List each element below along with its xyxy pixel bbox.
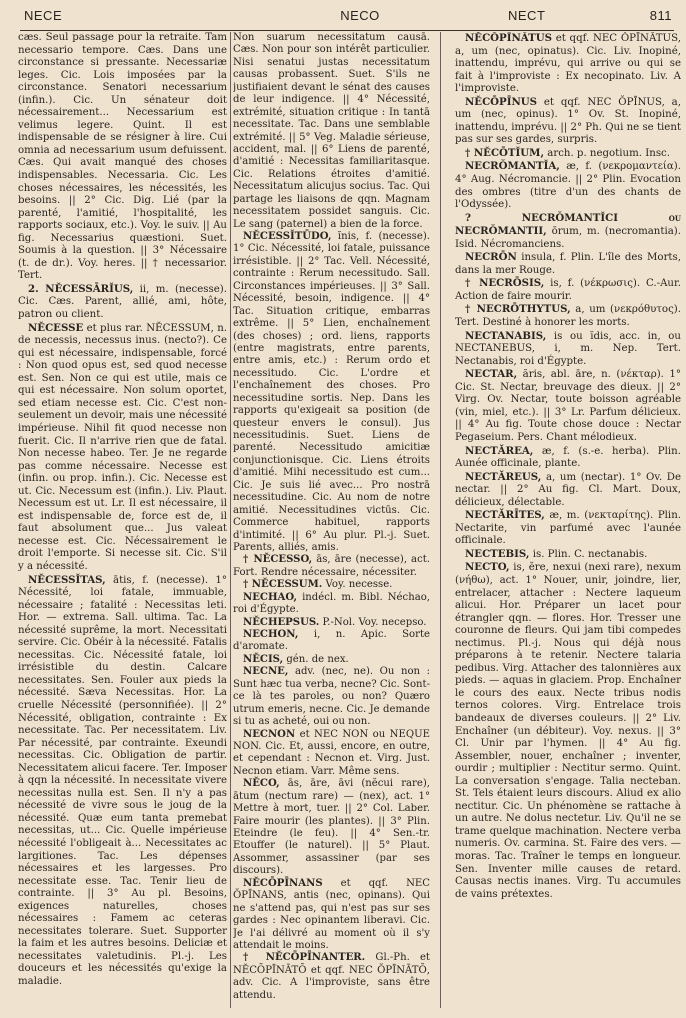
dictionary-entry (18, 283, 227, 322)
dictionary-entry (455, 368, 681, 444)
dictionary-entry (233, 878, 430, 953)
entry-headword: NĔCŌPĪNANS (243, 877, 323, 889)
entry-headword: NECHON, (243, 629, 299, 640)
entry-definition: ăris, abl. āre, n. (νέκταρ). 1° Cic. St. Nectar, breuvage des dieux. || 2° Virg. Ov. Nectar, toute boisson agréable (vin, miel, etc.). || 3° Lr. Parfum délicieux. || 4° Au fig. Toute chose douce : Nectar Pegaseium. Pers. Chant mélodieux. (455, 369, 681, 443)
entry-definition: ōrum, m. (necromantia). Isid. Nécromanciens. (455, 226, 681, 250)
entry-headword: NECTĂREA, (465, 444, 534, 457)
entry-headword: NĔCESSĬTAS, (28, 573, 106, 586)
entry-definition: et qqf. NEC ŎPĪNUS, a, um (nec, opinus). 1° Ov. St. Inopiné, inattendu, imprévu. || 2° Ph. Qui ne se tient pas sur ses gardes, surpris. (455, 96, 681, 146)
entry-headword: NECRŌN (465, 251, 517, 264)
dictionary-entry (18, 32, 227, 283)
dictionary-entry (233, 629, 430, 654)
dictionary-entry (233, 231, 430, 554)
entry-definition: gén. de nex. (286, 653, 349, 665)
entry-definition: ātis, f. (necesse). 1° Nécessité, loi fatale, immuable, nécessaire ; fatalité : Necessitas leti. Hor. — extrema. Sall. ultima. Tac. La nécessité suprême, la mort. Necessitati servire. Cic. Obéir à la nécessité. Fatalis necessitas. Cic. Nécessité fatale, loi irrésistible du destin. Calcare necessitates. Sen. Fouler aux pieds la nécessité. Sæva Necessitas. Hor. La cruelle Nécessité (personnifiée). || 2° Nécessité, obligation, contrainte : Ex necessitate. Tac. Per necessitatem. Liv. Par nécessité, par contrainte. Exeundi necessitas. Cic. Obligation de partir. Necessitatem alicui facere. Ter. Imposer à qqn la nécessité. In necessitate vivere necessitas nulla est. Sen. Il n'y a pas nécessité de vivre sous le joug de la nécessité. Quæ eum tanta premebat necessitas, ut... Cic. Quelle impérieuse nécessité l'obligeait à... Necessitates ac largitiones. Tac. Les dépenses nécessaires et les largesses. Pro necessitate esse. Tac. Tenir lieu de contrainte. || 3° Au pl. Besoins, exigences naturelles, choses nécessaires : Famem ac ceteras necessitates tolerare. Suet. Supporter la faim et les autres besoins. Deliciæ et necessitates valetudinis. Pl.-j. Les douceurs et les nécessités qu'exige la maladie. (18, 574, 227, 988)
dictionary-entry (18, 322, 227, 574)
entry-headword: NECTAR, (465, 368, 518, 381)
entry-definition: indécl. m. Bibl. Néchao, roi d'Égypte. (233, 591, 430, 616)
entry-headword: † NECRŌTHYTUS, (465, 303, 571, 316)
entry-headword: NECNON (243, 728, 296, 740)
dictionary-entry (455, 445, 681, 471)
entry-headword: ? NECRŎMANTĬCI ou NECRŎMANTII, (455, 211, 681, 238)
entry-definition: et qqf. NEC ŎPĪNANS, antis (nec, opinans). Qui ne s'attend pas, qui n'est pas sur ses gardes : Nec opinantem liberavi. Cic. Je l'ai délivré au moment où il s'y attendait le moins. (233, 877, 430, 951)
dictionary-entry (455, 277, 681, 303)
entry-headword: † NĔCESSO, (243, 554, 313, 566)
dictionary-entry (455, 251, 681, 277)
dictionary-entry (455, 212, 681, 252)
entry-definition: arch. p. negotium. Insc. (547, 147, 670, 159)
column-divider-2 (440, 32, 441, 1008)
entry-definition: ās, āre, āvi (nĕcui rare), ātum (nectum rare) — (nex), act. 1° Mettre à mort, tuer. || 2° Col. Laber. Faire mourir (les plantes). || 3° Plin. Eteindre (le feu). || 4° Sen.-tr. Etouffer (le naturel). || 5° Plaut. Assommer, assassiner (par ses discours). (233, 778, 430, 877)
entry-headword: NĔCIS, (243, 653, 284, 665)
entry-definition: ĭnis, f. (necesse). 1° Cic. Nécessité, loi fatale, puissance irrésistible. || 2° Tac. Vell. Nécessité, contrainte : Rerum necessitudo. Sall. Circonstances impérieuses. || 3° Sall. Nécessité, besoin, indigence. || 4° Tac. Situation critique, embarras extrême. || 5° Lien, enchaînement (des choses) ; ord. liens, rapports (entre magistrats, entre parents, entre amis, etc.) : Rerum ordo et necessitudo. Cic. L'ordre et l'enchaînement des choses. Pro necessitudine sortis. Nep. Dans les rapports qu'exigeait sa position (de questeur envers le consul). Jus necessitudinis. Suet. Liens de parenté. Necessitudo amicitiæ conjunctionisque. Cic. Liens étroits d'amitié. Mihi necessitudo est cum... Cic. Je suis lié avec... Pro nostrā necessitudine. Cic. Au nom de notre amitié. Necessitudines victūs. Cic. Commerce habituel, rapports d'intimité. || 6° Au plur. Pl.-j. Suet. Parents, alliés, amis. (233, 231, 430, 553)
entry-headword: NĔCESSE (28, 321, 84, 334)
entry-definition: æ, f. (s.-e. herba). Plin. Aunée officinale, plante. (455, 445, 681, 470)
entry-definition: is, f. (νέκρωσις). C.-Aur. Action de faire mourir. (455, 278, 681, 302)
entry-headword: NECTEBIS, (465, 547, 530, 560)
dictionary-entry (233, 778, 430, 878)
entry-definition: ii, m. (necesse). Cic. Cæs. Parent, allié, ami, hôte, patron ou client. (18, 283, 227, 321)
dictionary-entry (455, 548, 681, 562)
dictionary-entry (455, 330, 681, 369)
entry-definition: is. Plin. C. nectanabis. (532, 548, 648, 560)
entry-definition: Gl.-Ph. et NĔCŌPĪNĀTŌ et qqf. NEC ŎPĪNĀTŌ, adv. Cic. A l'improviste, sans être attendu. (233, 952, 430, 1001)
entry-definition: P.-Nol. Voy. necepso. (322, 616, 427, 628)
dictionary-entry (455, 32, 681, 96)
entry-definition: a, um (nectar). 1° Ov. De nectar. || 2° Au fig. Cl. Mart. Doux, délicieux, délectable. (455, 471, 681, 508)
entry-definition: a, um (νεκρόθυτος). Tert. Destiné à honorer les morts. (455, 304, 681, 329)
dictionary-entry (233, 554, 430, 579)
entry-headword: NECHAO, (243, 591, 298, 603)
dictionary-entry (455, 471, 681, 510)
entry-definition: is, ĕre, nexui (nexi rare), nexum (νήθω), act. 1° Nouer, unir, joindre, lier, entrelacer, attacher : Nectere laqueum alicui. Hor. Préparer un lacet pour étrangler qqn. — flores. Hor. Tresser une couronne de fleurs. Qui jam tibi compedes nectimus. Pl.-j. Nous qui déjà nous préparons à te retenir. Nectere talaria pedibus. Virg. Attacher des talonnières aux pieds. — aquas in glaciem. Prop. Enchaîner le cours des eaux. Necte tribus nodis ternos colores. Virg. Entrelace trois bandeaux de diverses couleurs. || 2° Liv. Enchaîner (un débiteur). Voy. nexus. || 3° Cl. Unir par l'hymen. || 4° Au fig. Assembler, nouer, enchaîner ; inventer, ourdir ; multiplier : Nectitur sermo. Quint. La conversation s'engage. Talia necteban. St. Tels étaient leurs discours. Aliud ex alio nectitur. Cic. Un phénomène se rattache à un autre. Ne dolus nectetur. Liv. Qu'il ne se trame quelque machination. Nectere verba numeris. Ov. carmina. St. Faire des vers. — moras. Tac. Traîner le temps en longueur. Sen. Inventer mille causes de retard. Causas nectis inanes. Virg. Tu accumules de vains prétextes. (455, 562, 681, 900)
entry-headword: NECTO, (465, 561, 510, 574)
entry-headword: NĔCŌPĪNUS (465, 95, 538, 108)
dictionary-entry (233, 952, 430, 1002)
dictionary-entry (455, 561, 681, 901)
dictionary-entry (233, 32, 430, 231)
entry-headword: NĔCŌPĪNĀTUS (465, 32, 552, 44)
dictionary-entry (233, 654, 430, 666)
entry-definition: ās, āre (necesse), act. Fort. Rendre nécessaire, nécessiter. (233, 554, 430, 578)
entry-headword: 2. NĔCESSĀRĬUS, (28, 282, 134, 295)
header-left-guide-word: NECE (24, 8, 63, 23)
entry-headword: NĔCHEPSUS. (243, 616, 320, 628)
entry-headword: † NĔCŌTĬUM, (465, 146, 544, 159)
entry-definition: æ, f. (νεκρομαντεία). 4° Aug. Nécromancie. || 2° Plin. Evocation des ombres (titre d'un des chants de l'Odyssée). (455, 161, 681, 211)
entry-headword: NECRŎMANTĬA, (465, 160, 560, 173)
entry-definition: Voy. necesse. (325, 579, 393, 591)
dictionary-entry (233, 617, 430, 629)
column-2 (233, 32, 430, 1008)
dictionary-entry (455, 303, 681, 329)
column-3 (455, 32, 681, 1008)
entry-definition: Non suarum necessitatum causā. Cæs. Non pour son intérêt particulier. Nisi senatui justas necessitatum causas probassent. Suet. S'ils ne justifiaient devant le sénat des causes de leur indigence. || 4° Nécessité, extrémité, situation critique : In tantā necessitate. Tac. Dans une semblable extrémité. || 5° Veg. Maladie sérieuse, accident, mal. || 6° Liens de parenté, d'amitié : Necessitas familiaritasque. Cic. Relations étroites d'amitié. Necessitatum alicujus socius. Tac. Qui partage les liaisons de qqn. Magnam necessitatem possidet sanguis. Cic. Le sang (paternel) a bien de la force. (233, 32, 430, 230)
entry-definition: adv. (nec, ne). Ou non : Sunt hæc tua verba, necne? Cic. Sont-ce là tes paroles, ou non? Quæro utrum emeris, necne. Cic. Je demande si tu as acheté, oui ou non. (233, 666, 430, 728)
dictionary-entry (455, 147, 681, 161)
entry-headword: † NECRŌSIS, (465, 277, 545, 290)
column-1 (18, 32, 227, 1008)
column-divider-1 (230, 32, 231, 1008)
dictionary-entry (233, 666, 430, 728)
entry-headword: NECTĂREUS, (465, 470, 542, 483)
entry-headword: NĔCESSĬTŪDO, (243, 231, 332, 242)
entry-headword: † NĔCŌPĪNANTER. (243, 952, 366, 964)
header-center-guide-word: NECO (340, 8, 380, 23)
entry-definition: et NEC NON ou NEQUE NON. Cic. Et, aussi, encore, en outre, et cependant : Necnon et. Virg. Just. Necnon etiam. Varr. Même sens. (233, 728, 430, 777)
dictionary-entry (18, 574, 227, 989)
entry-headword: NĔCO, (243, 778, 280, 790)
dictionary-entry (233, 579, 430, 591)
entry-definition: et qqf. NEC ŎPĪNĀTUS, a, um (nec, opinatus). Cic. Liv. Inopiné, inattendu, imprévu, qui arrive ou qui se fait à l'improviste : Ex necopinato. Liv. A l'improviste. (455, 33, 681, 95)
dictionary-entry (233, 729, 430, 779)
entry-definition: i, n. Apic. Sorte d'aromate. (233, 629, 430, 653)
entry-definition: et plus rar. NĔCESSUM, n. de necessis, necessus inus. (necto?). Ce qui est nécessaire, indispensable, forcé : Non quod opus est, sed quod necesse est. Sen. Non ce qui est utile, mais ce qui est nécessaire. Non solum oportet, sed etiam necesse est. Cic. C'est non-seulement un devoir, mais une nécessité impérieuse. Nihil fit quod necesse non fuerit. Cic. Il n'arrive rien que de fatal. Non necesse habeo. Ter. Je ne regarde pas comme nécessaire. Necesse est (infin. ou prop. infin.). Cic. Necesse est ut. Cic. Necessum est (infin.). Liv. Plaut. Necessum est ut. Lr. Il est nécessaire, il est indispensable de, force est de, il faut absolument que... Jus valeat necesse est. Cic. Nécessairement le droit l'emporte. Si necesse sit. Cic. S'il y a nécessité. (18, 322, 227, 572)
dictionary-entry (233, 592, 430, 617)
dictionary-entry (455, 160, 681, 211)
entry-headword: NECTANABIS, (465, 329, 547, 342)
running-head (20, 8, 674, 31)
entry-headword: † NĔCESSUM. (243, 579, 323, 591)
entry-definition: is ou ĭdis, acc. in, ou NECTANEBUS, i, m. Nep. Tert. Nectanabis, roi d'Égypte. (455, 330, 681, 367)
dictionary-entry (455, 96, 681, 147)
entry-definition: cæs. Seul passage pour la retraite. Tam necessario tempore. Cæs. Dans une circonstance si pressante. Necessariæ leges. Cic. Lois imposées par la circonstance. Senatori necessarium (infin.). Cic. Un sénateur doit nécessairement... Necessarium est velimus legere. Quint. Il est indispensable de se résigner à lire. Cui omnia ad necessarium usum defuissent. Cæs. Qui avait manqué des choses indispensables. Necessaria. Cic. Les choses nécessaires, les nécessités, les besoins. || 2° Cic. Dig. Lié (par la parenté, l'amitié, l'hospitalité, les rapports sociaux, etc.). Voy. le suiv. || Au fig. Necessarius quæstioni. Suet. Soumis à la question. || 3° Nécessaire (t. de dr.). Voy. heres. || † necessarior. Tert. (18, 32, 227, 282)
page-number: 811 (649, 8, 672, 23)
dictionary-entry (455, 509, 681, 548)
entry-headword: NECNE, (243, 666, 289, 678)
entry-headword: NECTĂRĪTES, (465, 509, 545, 522)
entry-definition: insula, f. Plin. L'île des Morts, dans la mer Rouge. (455, 252, 681, 276)
entry-definition: æ, m. (νεκταρίτης). Plin. Nectarite, vin parfumé avec l'aunée officinale. (455, 510, 681, 547)
header-right-guide-word: NECT (508, 8, 546, 23)
